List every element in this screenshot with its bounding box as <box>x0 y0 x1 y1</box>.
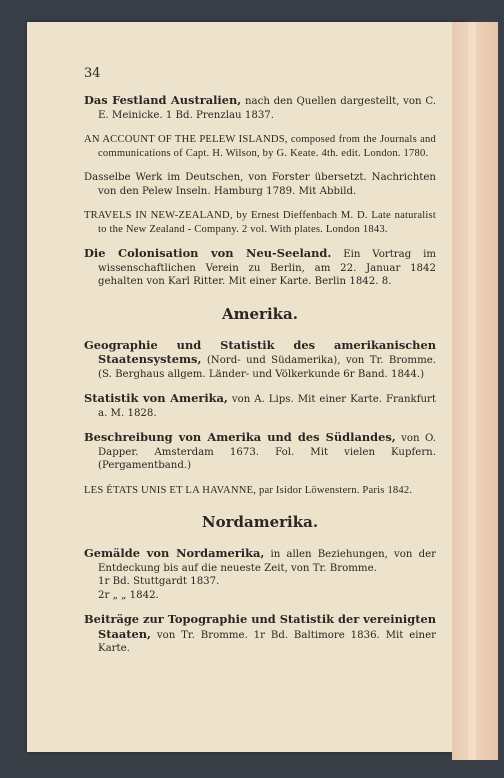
entry-title: LES ÉTATS UNIS ET LA HAVANNE, <box>84 484 257 496</box>
entry-title: Statistik von Amerika, <box>84 391 228 405</box>
entry-text: von A. Lips. Mit einer Karte. Frankfurt a. M. 1828. <box>98 394 437 419</box>
entry-title: Geographie und Statistik des amerikanischen Staatensystems, <box>84 337 436 366</box>
page-content <box>84 94 436 667</box>
entry-title: AN ACCOUNT OF THE PELEW ISLANDS, <box>84 134 288 145</box>
list-item <box>84 133 436 160</box>
list-item <box>84 209 436 236</box>
list-item <box>84 392 436 420</box>
entry-text: par Isidor Löwenstern. Paris 1842. <box>256 484 413 496</box>
entry-text: by Ernest Dieffenbach M. D. Late naturalist to the New Zealand - Company. 2 vol. With plates. London 1843. <box>98 210 437 235</box>
list-item <box>84 547 436 602</box>
entry-title: TRAVELS IN NEW-ZEALAND, <box>84 210 233 221</box>
section-heading-nordamerika: Nordamerika. <box>201 513 319 531</box>
entry-text: von Tr. Bromme. 1r Bd. Baltimore 1836. Mit einer Karte. <box>98 629 436 654</box>
entry-text: Dasselbe Werk im Deutschen, von Forster übersetzt. Nachrichten von den Pelew Inseln. Hamburg 1789. Mit Abbild. <box>84 172 436 197</box>
section-heading-amerika: Amerika. <box>222 304 298 323</box>
entry-title: Beschreibung von Amerika und des Südlandes, <box>84 430 396 444</box>
entry-title: Die Colonisation von Neu-Seeland. <box>84 246 332 260</box>
list-item <box>84 431 436 473</box>
list-item <box>84 247 436 289</box>
list-item <box>84 484 436 498</box>
list-item <box>84 339 436 382</box>
list-item <box>84 94 436 122</box>
page-number: 34 <box>84 66 101 81</box>
entry-text: in allen Beziehungen, von der Entdeckung bis auf die neueste Zeit, von Tr. Bromme. <box>98 549 436 574</box>
entry-title: Das Festland Australien, <box>84 93 242 107</box>
entry-title: Beiträge zur Topographie und Statistik der vereinigten Staaten, <box>84 612 436 641</box>
list-item <box>84 613 436 656</box>
list-item <box>84 171 436 198</box>
entry-text: Ein Vortrag im wissenschaftlichen Verein zu Berlin, am 22. Januar 1842 gehalten von Karl Ritter. Mit einer Karte. Berlin 1842. 8. <box>98 249 436 287</box>
entry-text: nach den Quellen dargestellt, von C. E. Meinicke. 1 Bd. Prenzlau 1837. <box>98 96 437 121</box>
entry-text: composed from the Journals and communications of Capt. H. Wilson, by G. Keate. 4th. edit. London. 1780. <box>98 134 436 159</box>
volume-line: 1r Bd. Stuttgardt 1837. <box>98 576 220 587</box>
entry-text: von O. Dapper. Amsterdam 1673. Fol. Mit vielen Kupfern. (Pergamentband.) <box>98 433 437 471</box>
entry-text: (Nord- und Südamerika), von Tr. Bromme. (S. Berghaus allgem. Länder- und Völkerkunde 6r Band. 1844.) <box>98 355 436 380</box>
volume-line: 2r „ „ 1842. <box>98 589 159 601</box>
entry-title: Gemälde von Nordamerika, <box>84 546 265 560</box>
page-edge-highlight <box>468 22 476 760</box>
